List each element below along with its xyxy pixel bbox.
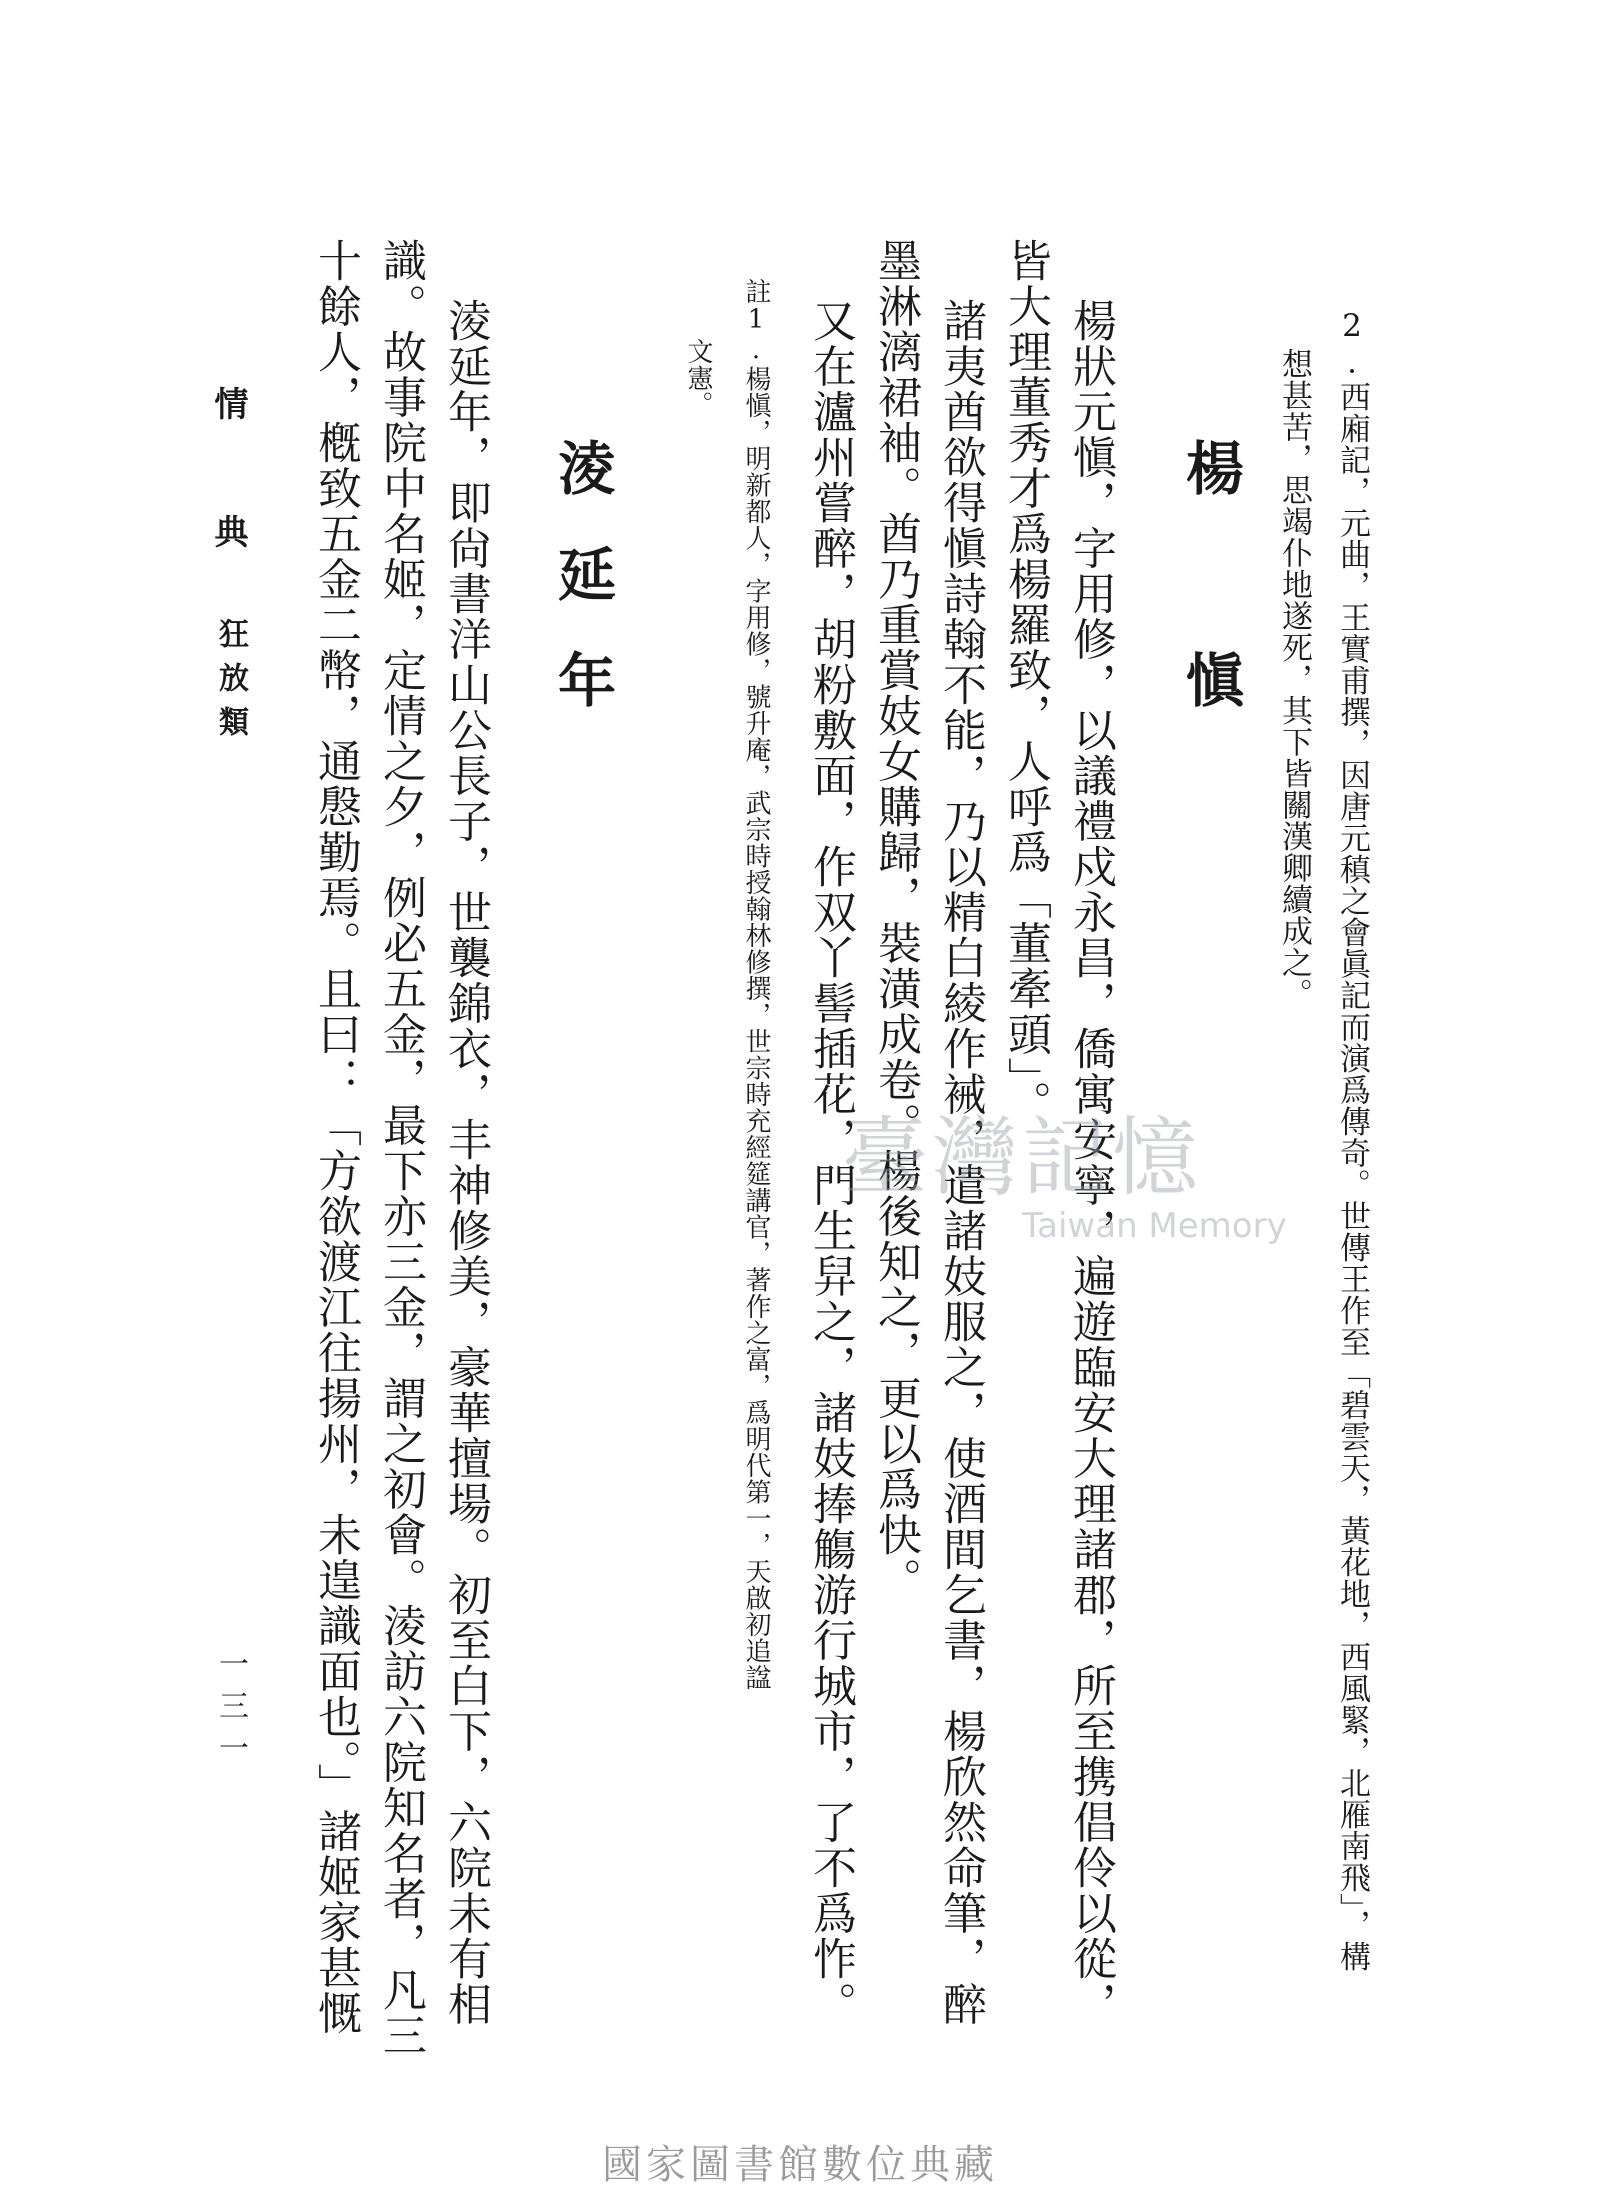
section-title-ling-yannian: 淩延年 — [548, 438, 616, 756]
paragraph-line: 皆大理董秀才爲楊羅致，人呼爲「董牽頭」。 — [1000, 238, 1051, 1126]
running-section: 狂放類 — [213, 618, 248, 750]
paragraph-line: 墨淋漓裙袖。酋乃重賞妓女購歸，裝潢成卷。楊後知之，更以爲快。 — [870, 238, 921, 1603]
library-credit: 國家圖書館數位典藏 — [602, 2142, 998, 2188]
paragraph-line: 十餘人，槪致五金二幣，通慇勤焉。且曰：「方欲渡江往揚州，未遑識面也。」諸姬家甚慨 — [310, 238, 361, 2036]
watermark-cjk-text: 臺灣記憶 — [842, 1108, 1202, 1208]
running-title: 情 典 — [208, 386, 248, 578]
paragraph-line: 又在瀘州嘗醉，胡粉敷面，作双丫髻插花，門生舁之，諸妓捧觴游行城市，了不爲怍。 — [805, 298, 856, 2027]
footnote-line-1: 註1.楊愼，明新都人，字用修，號升庵，武宗時授翰林修撰，世宗時充經筵講官，著作之富，爲明代第一，天啟初追諡 — [741, 278, 771, 1691]
note-2-line-2: 想甚苦，思竭仆地遂死，其下皆關漢卿續成之。 — [1276, 348, 1312, 1010]
paragraph-line: 諸夷酋欲得愼詩翰不能，乃以精白綾作裓，遣諸妓服之，使酒間乞書，楊欣然命筆，醉 — [935, 298, 986, 2027]
footnote-line-2: 文憲。 — [683, 338, 713, 418]
page-number: 一三一 — [213, 1648, 248, 1774]
paragraph-line: 楊狀元愼，字用修，以議禮戍永昌，僑寓安寧，遍遊臨安大理諸郡，所至携倡伶以從， — [1065, 298, 1116, 2027]
paragraph-line: 淩延年，即尙書洋山公長子，世襲錦衣，丰神修美，豪華擅場。初至白下，六院未有相 — [440, 298, 491, 2027]
note-2-line-1: 2.西廂記，元曲，王實甫撰，因唐元稹之會眞記而演爲傳奇。世傳王作至「碧雲天，黃花地，西風緊，北雁南飛」，構 — [1334, 308, 1370, 1972]
watermark-en-text: Taiwan Memory — [1022, 1206, 1287, 1246]
paragraph-line: 識。故事院中名姬，定情之夕，例必五金，最下亦三金，謂之初會。淩訪六院知名者，凡三 — [375, 238, 426, 2058]
section-title-yang-shen: 楊 愼 — [1176, 438, 1244, 756]
